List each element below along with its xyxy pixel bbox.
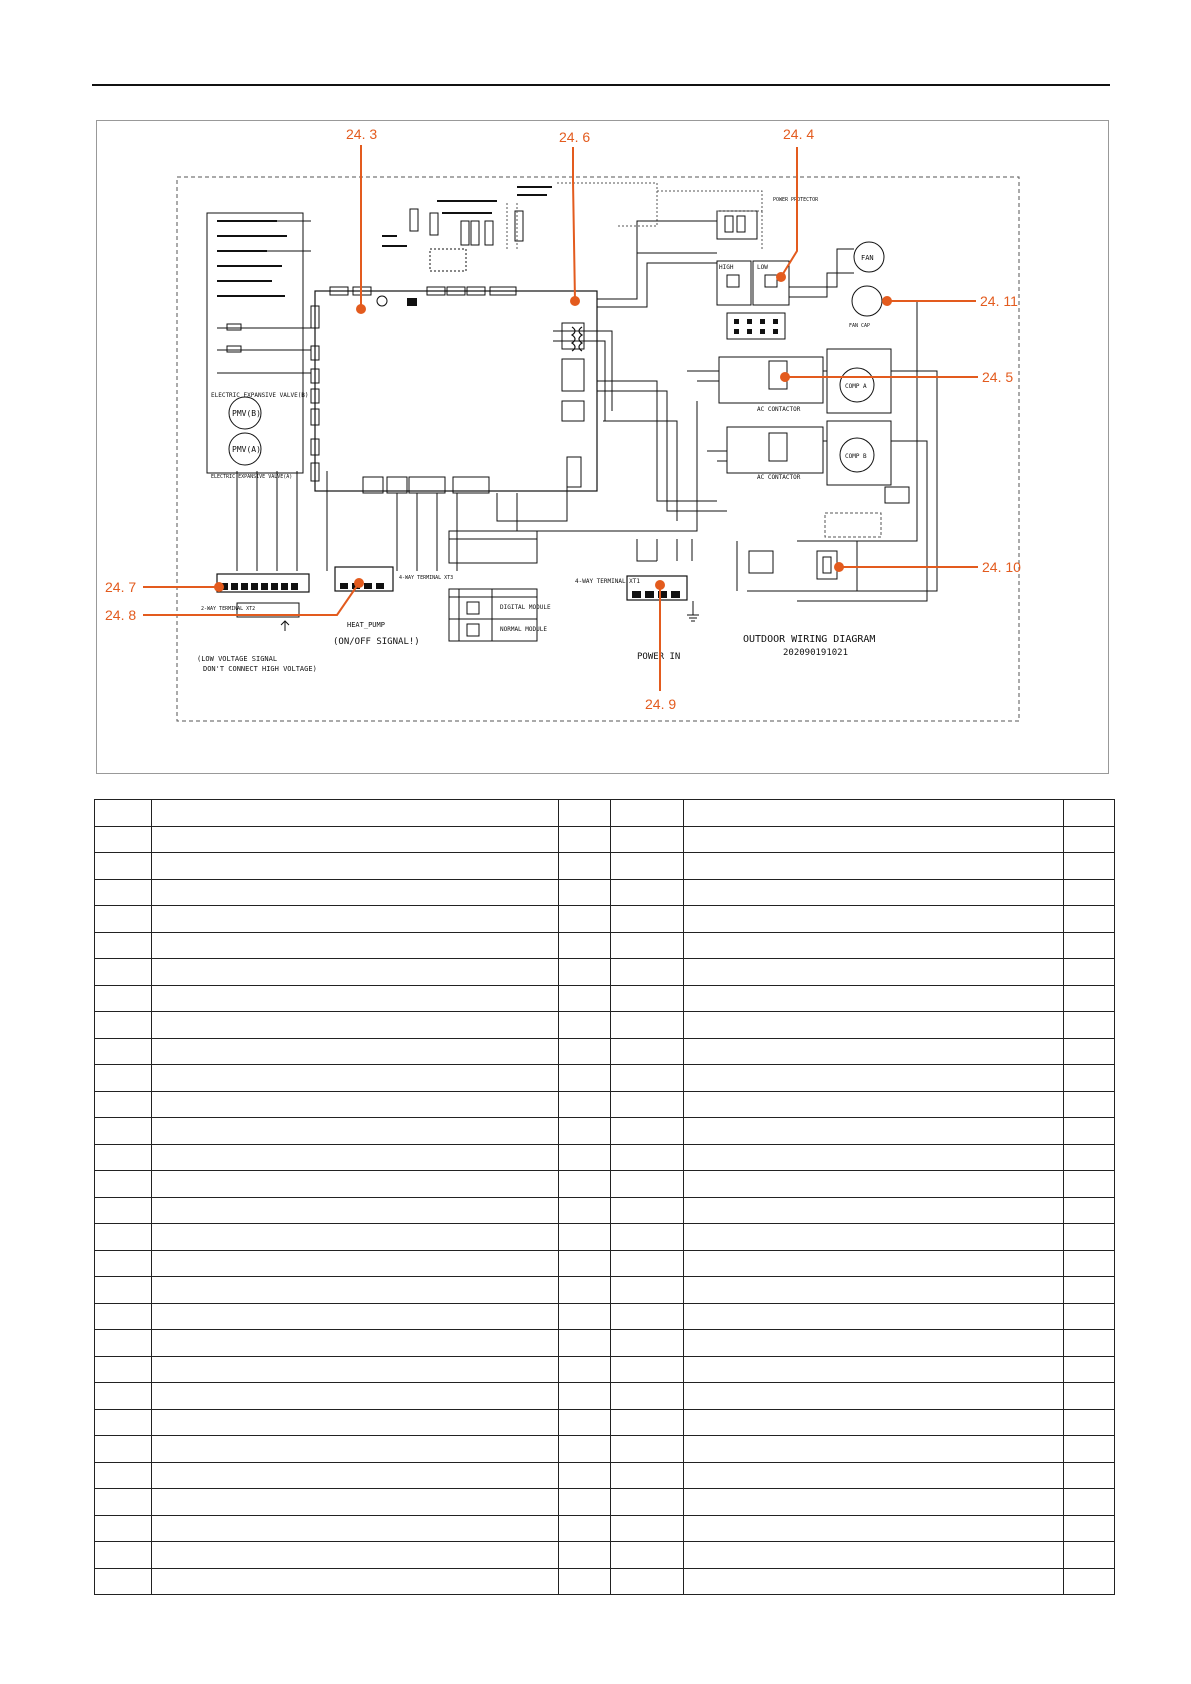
table-cell [684,1542,1064,1569]
table-cell [95,1171,152,1198]
callout-24-10: 24. 10 [982,559,1021,575]
table-cell [95,1568,152,1595]
table-cell [1064,1277,1115,1304]
table-cell [684,1118,1064,1145]
table-cell [611,1436,684,1463]
table-cell [152,1515,559,1542]
table-cell [559,1515,611,1542]
table-cell [611,1568,684,1595]
table-row [95,1012,1115,1039]
table-cell [684,1330,1064,1357]
table-cell [1064,985,1115,1012]
table-cell [1064,1118,1115,1145]
table-cell [95,1515,152,1542]
table-cell [611,1462,684,1489]
table-row [95,1065,1115,1092]
table-cell [95,1118,152,1145]
table-cell [611,1277,684,1304]
table-cell [559,1436,611,1463]
pcb-switch [407,298,417,306]
table-cell [1064,1038,1115,1065]
table-cell [1064,1383,1115,1410]
table-cell [559,1118,611,1145]
table-cell [152,853,559,880]
table-row [95,1224,1115,1251]
low-voltage-line2: DON'T CONNECT HIGH VOLTAGE) [203,665,317,673]
table-cell [559,959,611,986]
table-cell [1064,1462,1115,1489]
table-row [95,1356,1115,1383]
diagram-title: OUTDOOR WIRING DIAGRAM [743,634,876,645]
table-cell [559,1250,611,1277]
table-cell [559,1462,611,1489]
table-cell [684,1303,1064,1330]
table-cell [152,906,559,933]
table-row [95,1330,1115,1357]
table-cell [611,1542,684,1569]
table-cell [559,800,611,827]
table-cell [611,985,684,1012]
main-pcb [315,291,597,491]
table-cell [95,1462,152,1489]
table-cell [152,826,559,853]
table-row [95,1197,1115,1224]
table-cell [95,932,152,959]
table-cell [559,826,611,853]
parts-table-body [95,800,1115,1595]
table-cell [1064,1568,1115,1595]
table-cell [95,1091,152,1118]
table-cell [684,879,1064,906]
table-cell [152,1383,559,1410]
callout-24-4: 24. 4 [783,126,815,142]
table-cell [559,1144,611,1171]
table-cell [95,906,152,933]
table-cell [684,1515,1064,1542]
table-cell [95,1542,152,1569]
table-cell [684,826,1064,853]
table-cell [559,1277,611,1304]
table-cell [684,1171,1064,1198]
table-cell [95,1250,152,1277]
table-cell [611,1250,684,1277]
table-cell [152,879,559,906]
table-cell [95,1303,152,1330]
pcb-bottom-connectors [363,457,581,493]
table-cell [559,1383,611,1410]
compressor-a-box [827,349,891,413]
table-cell [684,932,1064,959]
right-small-component [885,487,909,503]
table-cell [684,1277,1064,1304]
table-cell [95,1038,152,1065]
table-cell [559,1330,611,1357]
table-cell [684,1144,1064,1171]
table-row [95,1436,1115,1463]
terminal-xt4 [749,551,773,573]
table-cell [1064,1197,1115,1224]
table-row [95,1515,1115,1542]
table-row [95,1489,1115,1516]
heat-pump-label: HEAT_PUMP [347,621,385,629]
table-cell [152,985,559,1012]
callout-24-6: 24. 6 [559,129,591,145]
wiring-diagram-svg [97,121,1110,775]
table-cell [684,1038,1064,1065]
table-cell [1064,1224,1115,1251]
callout-leaders [143,145,978,691]
table-row [95,1542,1115,1569]
table-cell [1064,906,1115,933]
table-cell [152,1330,559,1357]
table-cell [559,1542,611,1569]
table-cell [152,1409,559,1436]
switch-table-1 [449,531,537,563]
table-cell [95,800,152,827]
left-panel-labels [217,221,287,296]
table-cell [684,1197,1064,1224]
table-cell [95,1409,152,1436]
table-cell [152,1224,559,1251]
comp-a-label: COMP A [845,383,867,390]
table-cell [559,1065,611,1092]
table-cell [611,1489,684,1516]
terminal-xt2-screws [221,583,298,590]
table-row [95,800,1115,827]
table-cell [559,1303,611,1330]
table-cell [684,1436,1064,1463]
table-cell [152,932,559,959]
table-cell [1064,1144,1115,1171]
pmv-a-label: PMV(A) [232,445,261,454]
table-cell [95,879,152,906]
table-cell [95,1383,152,1410]
table-row [95,879,1115,906]
table-cell [95,985,152,1012]
table-cell [1064,1356,1115,1383]
table-row [95,1118,1115,1145]
table-row [95,906,1115,933]
table-cell [95,1224,152,1251]
table-cell [152,1144,559,1171]
power-protector-terminals [725,216,745,232]
table-cell [1064,1303,1115,1330]
table-cell [684,1568,1064,1595]
high-relay-coil [727,275,739,287]
callout-24-8: 24. 8 [105,607,137,623]
table-cell [1064,959,1115,986]
table-cell [1064,826,1115,853]
pcb-right-blocks [562,323,584,421]
eev-b-label: ELECTRIC EXPANSIVE VALVE(B) [211,392,309,399]
table-cell [152,1012,559,1039]
eev-a-label: ELECTRIC EXPANSIVE VALVE(A) [211,474,293,480]
table-cell [559,1356,611,1383]
normal-module-label: NORMAL MODULE [500,626,547,633]
table-cell [1064,932,1115,959]
table-cell [1064,1409,1115,1436]
table-cell [611,1038,684,1065]
table-cell [611,906,684,933]
relay-terminals [734,319,778,334]
table-cell [152,1118,559,1145]
table-cell [684,853,1064,880]
diagram-code: 202090191021 [783,648,849,658]
table-cell [559,1091,611,1118]
table-cell [152,1277,559,1304]
table-cell [152,800,559,827]
table-cell [152,1038,559,1065]
table-cell [611,853,684,880]
table-row [95,1038,1115,1065]
table-cell [684,1250,1064,1277]
table-cell [559,906,611,933]
table-cell [152,1436,559,1463]
table-cell [611,800,684,827]
table-cell [611,1144,684,1171]
wire-bundles [237,221,937,601]
table-cell [95,1277,152,1304]
table-row [95,1409,1115,1436]
table-row [95,1568,1115,1595]
table-cell [611,932,684,959]
table-cell [95,1330,152,1357]
table-cell [611,826,684,853]
ac-contactor-a-label: AC CONTACTOR [757,406,801,413]
table-cell [684,1462,1064,1489]
table-cell [1064,1515,1115,1542]
table-cell [559,879,611,906]
table-cell [559,1038,611,1065]
dotted-wires-top [507,183,657,251]
switch-table-2-rules [449,589,537,641]
table-cell [611,1171,684,1198]
wiring-diagram [96,120,1109,774]
table-cell [95,853,152,880]
table-cell [684,800,1064,827]
low-relay-coil [765,275,777,287]
table-row [95,1303,1115,1330]
fan-label: FAN [861,254,874,262]
table-cell [684,1224,1064,1251]
xt3-label: 4-WAY TERMINAL XT3 [399,575,454,581]
pmv-b-label: PMV(B) [232,409,261,418]
table-cell [684,985,1064,1012]
table-row [95,959,1115,986]
terminal-24-10-inner [823,557,831,573]
table-cell [152,1250,559,1277]
table-cell [152,959,559,986]
table-cell [1064,1489,1115,1516]
table-cell [559,1012,611,1039]
table-cell [95,1144,152,1171]
table-cell [95,959,152,986]
table-cell [611,1118,684,1145]
arrow-up [281,621,289,631]
parts-table [94,799,1115,1595]
table-cell [152,1462,559,1489]
table-row [95,985,1115,1012]
callout-24-9: 24. 9 [645,696,677,712]
low-voltage-line1: (LOW VOLTAGE SIGNAL [197,655,278,663]
onoff-signal-label: (ON/OFF SIGNAL!) [333,637,420,647]
table-cell [559,853,611,880]
table-cell [1064,1091,1115,1118]
table-cell [611,1224,684,1251]
table-cell [95,1012,152,1039]
table-row [95,932,1115,959]
callout-dots [214,272,892,592]
table-cell [559,1409,611,1436]
table-cell [684,1091,1064,1118]
table-cell [95,1065,152,1092]
table-cell [559,1489,611,1516]
table-cell [559,1568,611,1595]
table-cell [611,879,684,906]
ac-contactor-b [727,427,823,473]
terminal-24-10 [817,551,837,579]
table-row [95,853,1115,880]
power-in-label: POWER IN [637,652,681,662]
table-cell [611,1012,684,1039]
table-cell [611,1197,684,1224]
high-label: HIGH [719,264,734,271]
fan-cap-label: FAN CAP [849,323,871,329]
table-row [95,1277,1115,1304]
digital-module-label: DIGITAL MODULE [500,604,551,611]
ground-symbol [687,601,699,621]
table-cell [1064,1250,1115,1277]
relay-terminal-block [727,313,785,339]
table-cell [559,1171,611,1198]
callout-24-5: 24. 5 [982,369,1014,385]
table-row [95,1091,1115,1118]
xt2-label: 2-WAY TERMINAL XT2 [201,606,256,612]
table-cell [152,1091,559,1118]
callout-24-3: 24. 3 [346,126,378,142]
table-cell [684,959,1064,986]
table-row [95,1171,1115,1198]
table-cell [95,826,152,853]
fan-capacitor [852,286,882,316]
pcb-indicator [377,296,387,306]
table-cell [152,1065,559,1092]
table-cell [152,1171,559,1198]
low-label: LOW [757,264,768,271]
table-row [95,826,1115,853]
table-cell [1064,853,1115,880]
table-cell [559,932,611,959]
table-cell [684,1356,1064,1383]
table-cell [152,1356,559,1383]
terminal-xt1-screws [632,591,680,598]
table-cell [611,1409,684,1436]
table-cell [611,1515,684,1542]
comp-b-label: COMP B [845,453,867,460]
table-cell [1064,1012,1115,1039]
table-cell [1064,800,1115,827]
table-cell [152,1568,559,1595]
table-cell [152,1542,559,1569]
table-row [95,1383,1115,1410]
table-cell [1064,1436,1115,1463]
table-cell [611,1356,684,1383]
table-cell [611,1091,684,1118]
header-rule [92,84,1110,86]
table-cell [611,1303,684,1330]
table-cell [611,1330,684,1357]
callout-24-11: 24. 11 [980,293,1018,309]
table-row [95,1144,1115,1171]
top-middle-components [382,187,552,246]
ac-contactor-a [719,357,823,403]
table-cell [684,1409,1064,1436]
table-cell [559,1224,611,1251]
table-cell [611,1065,684,1092]
table-cell [152,1303,559,1330]
table-cell [611,1383,684,1410]
ac-contactor-b-label: AC CONTACTOR [757,474,801,481]
ac-contactor-b-block [769,433,787,461]
dashed-coil-box [825,513,881,537]
table-cell [684,1489,1064,1516]
table-row [95,1462,1115,1489]
table-cell [559,1197,611,1224]
table-cell [684,1012,1064,1039]
table-cell [684,1065,1064,1092]
table-cell [684,1383,1064,1410]
table-cell [152,1197,559,1224]
table-cell [95,1489,152,1516]
table-cell [1064,1542,1115,1569]
table-cell [95,1356,152,1383]
xt1-label: 4-WAY TERMINAL XT1 [575,578,641,585]
table-cell [95,1197,152,1224]
table-cell [1064,1065,1115,1092]
table-cell [1064,1171,1115,1198]
power-protector-label: POWER PROTECTOR [773,197,819,203]
top-middle-boxes [410,209,523,271]
table-cell [1064,1330,1115,1357]
table-cell [684,906,1064,933]
table-cell [559,985,611,1012]
table-cell [152,1489,559,1516]
table-cell [95,1436,152,1463]
table-cell [1064,879,1115,906]
table-row [95,1250,1115,1277]
callout-24-7: 24. 7 [105,579,137,595]
table-cell [611,959,684,986]
